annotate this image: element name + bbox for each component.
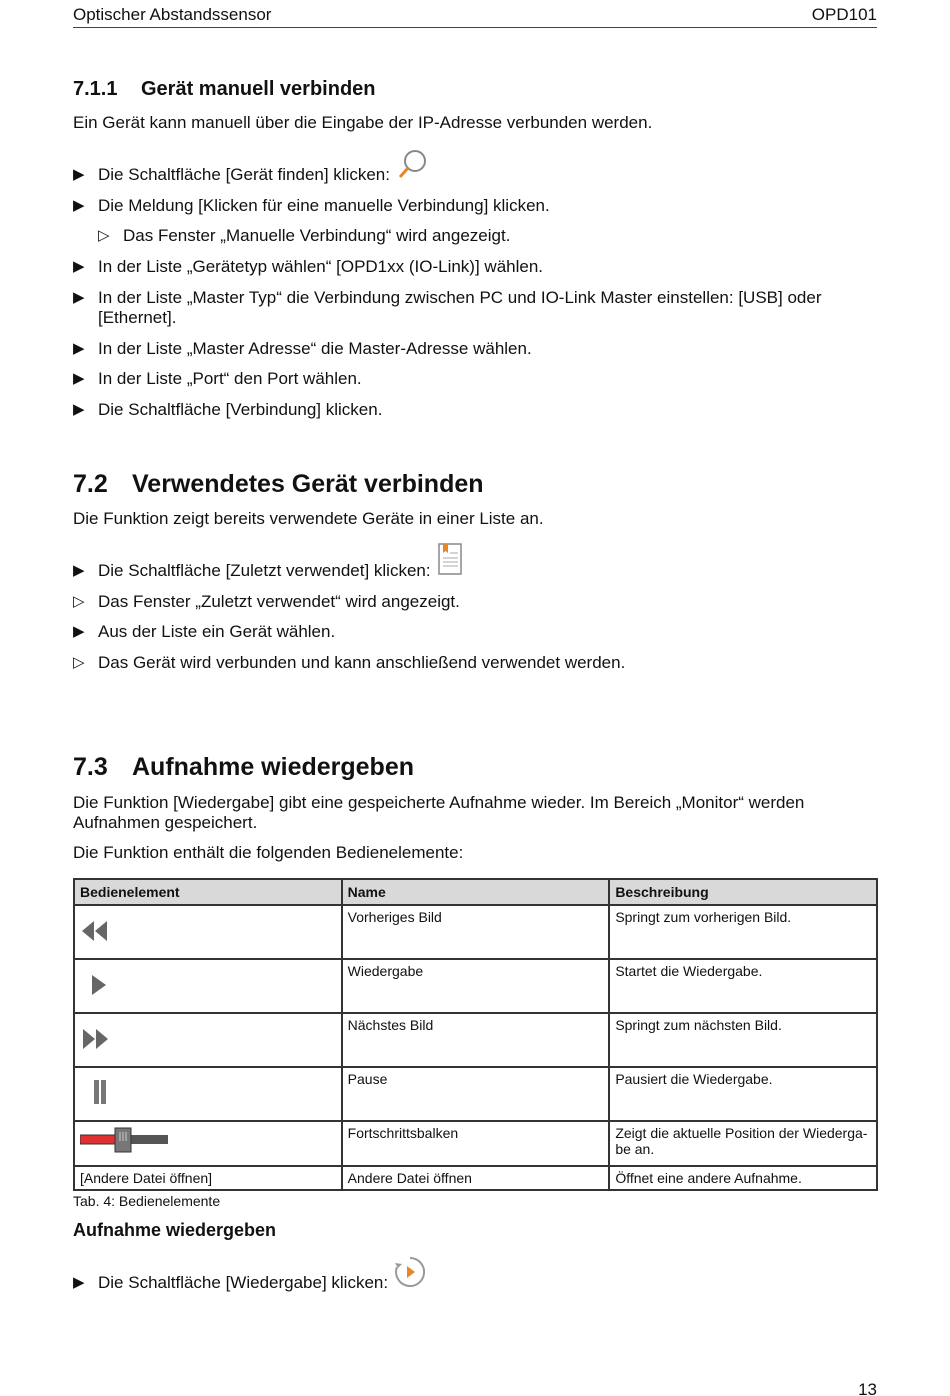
column-header: Name — [342, 879, 610, 905]
heading-7-3 — [73, 753, 414, 782]
action-marker: ▶ — [73, 258, 85, 275]
action-marker: ▶ — [73, 1274, 85, 1291]
search-icon — [395, 148, 429, 182]
list-item — [73, 196, 873, 216]
paragraph: Die Funktion zeigt bereits verwendete Geräte in einer Liste an. — [73, 509, 544, 528]
column-header: Beschreibung — [609, 879, 877, 905]
heading-7-2 — [73, 470, 484, 499]
step-text: Die Schaltfläche [Wiedergabe] klicken: — [98, 1273, 389, 1292]
next-frame-icon — [80, 1027, 110, 1051]
control-cell — [74, 1121, 342, 1166]
playback-icon — [393, 1255, 427, 1289]
section-number: 7.3 — [73, 753, 108, 781]
name-cell: Fortschrittsbalken — [342, 1121, 610, 1166]
previous-frame-icon — [80, 919, 110, 943]
result-item — [98, 226, 898, 246]
description-cell: Springt zum nächsten Bild. — [609, 1013, 877, 1067]
action-marker: ▶ — [73, 401, 85, 418]
pause-icon — [80, 1077, 110, 1107]
list-item — [73, 288, 873, 328]
step-text: Das Gerät wird verbunden und kann anschließend verwendet werden. — [98, 653, 626, 672]
list-item — [73, 1273, 873, 1293]
list-item — [73, 165, 873, 185]
control-cell — [74, 905, 342, 959]
table-row — [74, 959, 877, 1013]
table-row — [74, 905, 877, 959]
name-cell: Nächstes Bild — [342, 1013, 610, 1067]
paragraph: Die Funktion [Wiedergabe] gibt eine gespeicherte Aufnahme wieder. Im Bereich „Monitor“ werden Aufnahmen gespeichert. — [73, 793, 805, 832]
step-text: In der Liste „Master Typ“ die Verbindung zwischen PC und IO-Link Master einstellen: [USB] oder [Ethernet]. — [98, 288, 822, 327]
action-marker: ▶ — [73, 370, 85, 387]
step-text: In der Liste „Port“ den Port wählen. — [98, 369, 362, 388]
header-rule — [73, 27, 877, 28]
description-cell: Öffnet eine andere Aufnahme. — [609, 1166, 877, 1190]
result-item — [73, 653, 873, 673]
section-title: Verwendetes Gerät verbinden — [132, 470, 484, 498]
description-cell: Zeigt die aktuelle Position der Wiederga-be an. — [609, 1121, 877, 1166]
control-cell — [74, 1067, 342, 1121]
result-item — [73, 592, 873, 612]
section-number: 7.1.1 — [73, 78, 118, 100]
table-row — [74, 1121, 877, 1166]
paragraph: Ein Gerät kann manuell über die Eingabe der IP-Adresse verbunden werden. — [73, 113, 653, 132]
control-cell: [Andere Datei öffnen] — [74, 1166, 342, 1190]
step-text: Die Schaltfläche [Gerät finden] klicken: — [98, 165, 390, 184]
header-model: OPD101 — [811, 5, 877, 24]
progress-slider-icon — [80, 1125, 170, 1155]
paragraph: Die Funktion enthält die folgenden Bedienelemente: — [73, 843, 464, 862]
description-cell: Springt zum vorherigen Bild. — [609, 905, 877, 959]
list-item — [73, 622, 873, 642]
action-marker: ▶ — [73, 623, 85, 640]
result-marker: ▷ — [73, 654, 85, 671]
name-cell: Vorheriges Bild — [342, 905, 610, 959]
table-header-row — [74, 879, 877, 905]
table-row — [74, 1067, 877, 1121]
result-marker: ▷ — [73, 593, 85, 610]
table-row — [74, 1013, 877, 1067]
result-marker: ▷ — [98, 227, 110, 244]
action-marker: ▶ — [73, 197, 85, 214]
table-caption: Tab. 4: Bedienelemente — [73, 1193, 221, 1209]
action-marker: ▶ — [73, 289, 85, 306]
description-cell: Pausiert die Wiedergabe. — [609, 1067, 877, 1121]
column-header: Bedienelement — [74, 879, 342, 905]
step-text: Die Schaltfläche [Zuletzt verwendet] klicken: — [98, 561, 431, 580]
step-text: Das Fenster „Manuelle Verbindung“ wird angezeigt. — [123, 226, 511, 245]
list-item — [73, 339, 873, 359]
step-text: Das Fenster „Zuletzt verwendet“ wird angezeigt. — [98, 592, 460, 611]
list-item — [73, 561, 873, 581]
play-icon — [80, 973, 110, 997]
action-marker: ▶ — [73, 562, 85, 579]
step-text: Die Meldung [Klicken für eine manuelle Verbindung] klicken. — [98, 196, 550, 215]
step-text: Die Schaltfläche [Verbindung] klicken. — [98, 400, 383, 419]
recent-document-icon — [435, 542, 465, 578]
header-title: Optischer Abstandssensor — [73, 5, 272, 24]
page-number: 13 — [858, 1380, 877, 1396]
list-item — [73, 257, 873, 277]
list-item — [73, 400, 873, 420]
name-cell: Pause — [342, 1067, 610, 1121]
action-marker: ▶ — [73, 166, 85, 183]
section-title: Aufnahme wiedergeben — [132, 753, 414, 781]
section-title: Gerät manuell verbinden — [141, 78, 376, 100]
control-cell — [74, 1013, 342, 1067]
section-number: 7.2 — [73, 470, 108, 498]
table-row — [74, 1166, 877, 1190]
step-text: Aus der Liste ein Gerät wählen. — [98, 622, 336, 641]
description-cell: Startet die Wiedergabe. — [609, 959, 877, 1013]
step-text: In der Liste „Master Adresse“ die Master-Adresse wählen. — [98, 339, 532, 358]
step-text: In der Liste „Gerätetyp wählen“ [OPD1xx (IO-Link)] wählen. — [98, 257, 544, 276]
list-item — [73, 369, 873, 389]
control-cell — [74, 959, 342, 1013]
action-marker: ▶ — [73, 340, 85, 357]
controls-table — [73, 878, 878, 1191]
name-cell: Andere Datei öffnen — [342, 1166, 610, 1190]
name-cell: Wiedergabe — [342, 959, 610, 1013]
subheading: Aufnahme wiedergeben — [73, 1220, 277, 1240]
heading-7-1-1 — [73, 78, 376, 101]
